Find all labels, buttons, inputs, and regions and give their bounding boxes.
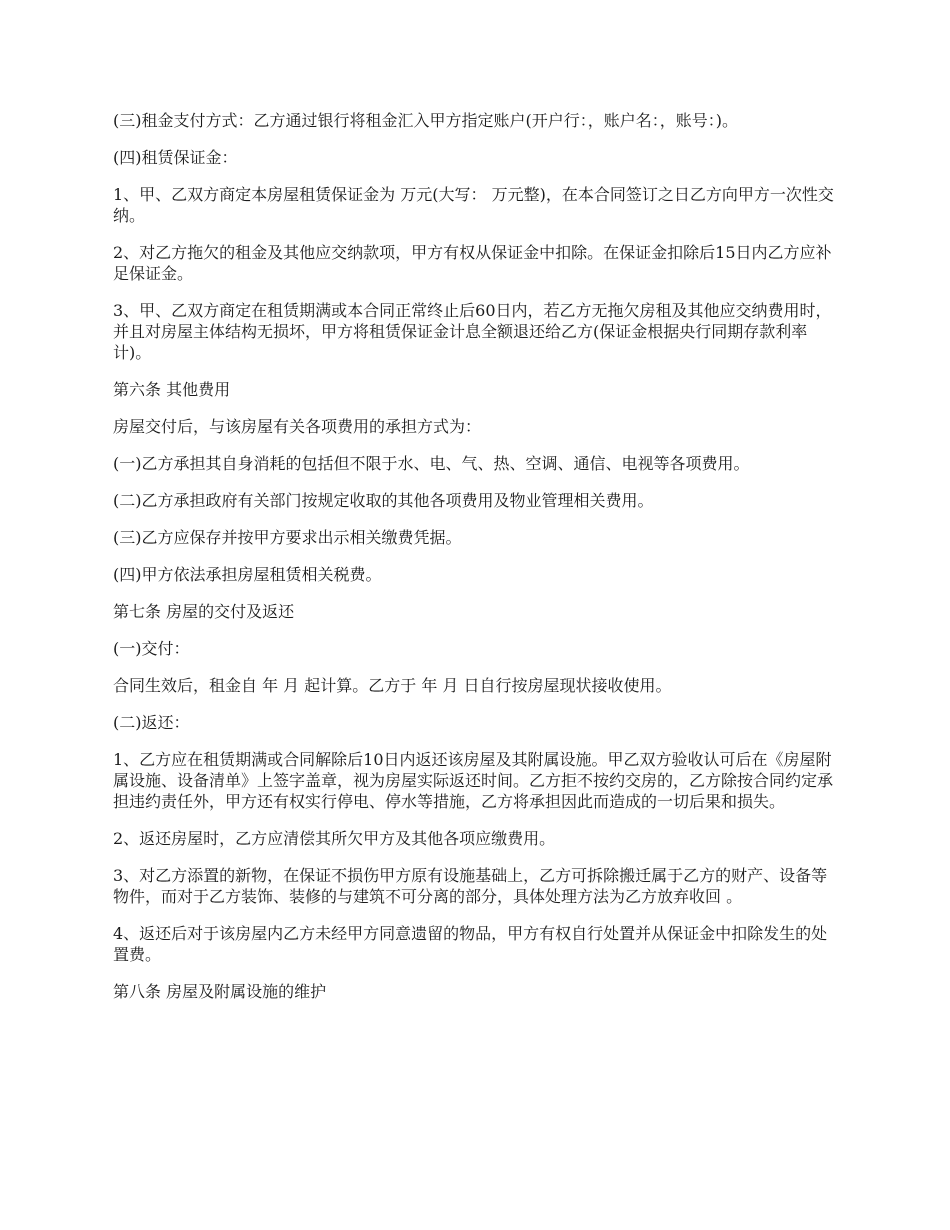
section-heading-article-6: 第六条 其他费用	[113, 380, 231, 399]
paragraph-fees-item-1: (一)乙方承担其自身消耗的包括但不限于水、电、气、热、空调、通信、电视等各项费用。	[113, 454, 750, 473]
paragraph-deposit-item-2: 2、对乙方拖欠的租金及其他应交纳款项，甲方有权从保证金中扣除。在保证金扣除后15日内乙方应补足保证金。	[113, 243, 832, 283]
paragraph-deposit-item-1: 1、甲、乙双方商定本房屋租赁保证金为 万元(大写： 万元整)，在本合同签订之日乙方向甲方一次性交纳。	[113, 185, 834, 225]
paragraph-delivery-text: 合同生效后，租金自 年 月 起计算。乙方于 年 月 日自行按房屋现状接收使用。	[113, 676, 672, 695]
section-heading-article-8: 第八条 房屋及附属设施的维护	[113, 982, 327, 1001]
document-body	[113, 110, 843, 1018]
paragraph-deposit-item-3: 3、甲、乙双方商定在租赁期满或本合同正常终止后60日内，若乙方无拖欠房租及其他应交纳费用时，并且对房屋主体结构无损坏，甲方将租赁保证金计息全额退还给乙方(保证金根据央行同期存款利率计)。	[113, 301, 832, 362]
paragraph-fees-item-2: (二)乙方承担政府有关部门按规定收取的其他各项费用及物业管理相关费用。	[113, 491, 654, 510]
paragraph-fees-item-4: (四)甲方依法承担房屋租赁相关税费。	[113, 565, 382, 584]
paragraph-return-item-3: 3、对乙方添置的新物，在保证不损伤甲方原有设施基础上，乙方可拆除搬迁属于乙方的财产、设备等物件，而对于乙方装饰、装修的与建筑不可分离的部分，具体处理方法为乙方放弃收回 。	[113, 866, 828, 906]
paragraph-rent-payment-method: (三)租金支付方式：乙方通过银行将租金汇入甲方指定账户(开户行：，账户名：，账号：)。	[113, 111, 738, 130]
paragraph-deposit-heading: (四)租赁保证金：	[113, 148, 238, 167]
paragraph-fees-intro: 房屋交付后，与该房屋有关各项费用的承担方式为：	[113, 417, 482, 436]
paragraph-fees-item-3: (三)乙方应保存并按甲方要求出示相关缴费凭据。	[113, 528, 462, 547]
paragraph-return-item-4: 4、返还后对于该房屋内乙方未经甲方同意遗留的物品，甲方有权自行处置并从保证金中扣除发生的处置费。	[113, 924, 828, 964]
paragraph-return-item-1: 1、乙方应在租赁期满或合同解除后10日内返还该房屋及其附属设施。甲乙双方验收认可后在《房屋附属设施、设备清单》上签字盖章，视为房屋实际返还时间。乙方拒不按约交房的，乙方除按合同约定承担违约责任外，甲方还有权实行停电、停水等措施，乙方将承担因此而造成的一切后果和损失。	[113, 750, 834, 811]
paragraph-return-item-2: 2、返还房屋时，乙方应清偿其所欠甲方及其他各项应缴费用。	[113, 829, 556, 848]
paragraph-delivery-heading: (一)交付：	[113, 639, 190, 658]
paragraph-return-heading: (二)返还：	[113, 713, 190, 732]
section-heading-article-7: 第七条 房屋的交付及返还	[113, 602, 295, 621]
